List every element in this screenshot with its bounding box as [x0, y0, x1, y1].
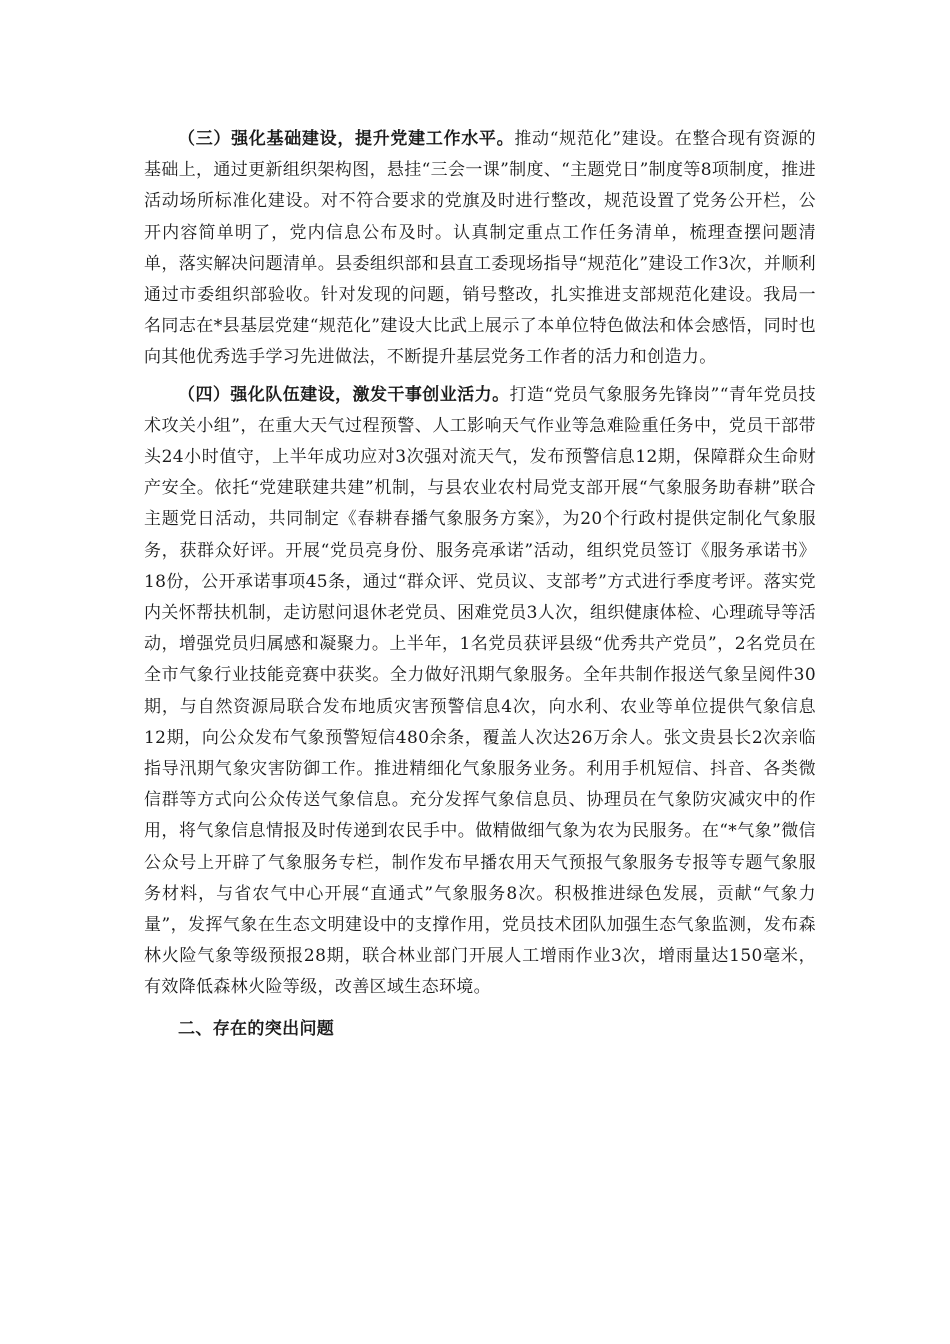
paragraph-lead-heading: （三）强化基础建设，提升党建工作水平。 — [178, 129, 515, 149]
document-page — [144, 124, 816, 1045]
section-heading: 二、存在的突出问题 — [178, 1018, 335, 1039]
paragraph-lead-heading: （四）强化队伍建设，激发干事创业活力。 — [178, 384, 510, 405]
paragraph-body-text: 推动“规范化”建设。在整合现有资源的基础上，通过更新组织架构图，悬挂“三会一课”制度、“主题党日”制度等8项制度，推进活动场所标准化建设。对不符合要求的党旗及时进行整改，规范设置了党务公开栏，公开内容简单明了，党内信息公布及时。认真制定重点工作任务清单，梳理查摆问题清单，落实解决问题清单。县委组织部和县直工委现场指导“规范化”建设工作3次，并顺利通过市委组织部验收。针对发现的问题，销号整改，扎实推进支部规范化建设。我局一名同志在*县基层党建“规范化”建设大比武上展示了本单位特色做法和体会感悟，同时也向其他优秀选手学习先进做法，不断提升基层党务工作者的活力和创造力。 — [144, 129, 817, 368]
paragraph-infrastructure — [144, 124, 816, 374]
paragraph-team-building — [144, 380, 816, 1004]
paragraph-body-text: 打造“党员气象服务先锋岗”“青年党员技术攻关小组”，在重大天气过程预警、人工影响天气作业等急难险重任务中，党员干部带头24小时值守，上半年成功应对3次强对流天气，发布预警信息12期，保障群众生命财产安全。依托“党建联建共建”机制，与县农业农村局党支部开展“气象服务助春耕”联合主题党日活动，共同制定《春耕春播气象服务方案》，为20个行政村提供定制化气象服务，获群众好评。开展“党员亮身份、服务亮承诺”活动，组织党员签订《服务承诺书》18份，公开承诺事项45条，通过“群众评、党员议、支部考”方式进行季度考评。落实党内关怀帮扶机制，走访慰问退休老党员、困难党员3人次，组织健康体检、心理疏导等活动，增强党员归属感和凝聚力。上半年，1名党员获评县级“优秀共产党员”，2名党员在全市气象行业技能竞赛中获奖。全力做好汛期气象服务。全年共制作报送气象呈阅件30期，与自然资源局联合发布地质灾害预警信息4次，向水利、农业等单位提供气象信息12期，向公众发布气象预警短信480余条，覆盖人次达26万余人。张文贵县长2次亲临指导汛期气象灾害防御工作。推进精细化气象服务业务。利用手机短信、抖音、各类微信群等方式向公众传送气象信息。充分发挥气象信息员、协理员在气象防灾减灾中的作用，将气象信息情报及时传递到农民手中。做精做细气象为农为民服务。在“*气象”微信公众号上开辟了气象服务专栏，制作发布早播农用天气预报气象服务专报等专题气象服务材料，与省农气中心开展“直通式”气象服务8次。积极推进绿色发展，贡献“气象力量”，发挥气象在生态文明建设中的支撑作用，党员技术团队加强生态气象监测，发布森林火险气象等级预报28期，联合林业部门开展人工增雨作业3次，增雨量达150毫米，有效降低森林火险等级，改善区域生态环境。 — [144, 384, 816, 998]
